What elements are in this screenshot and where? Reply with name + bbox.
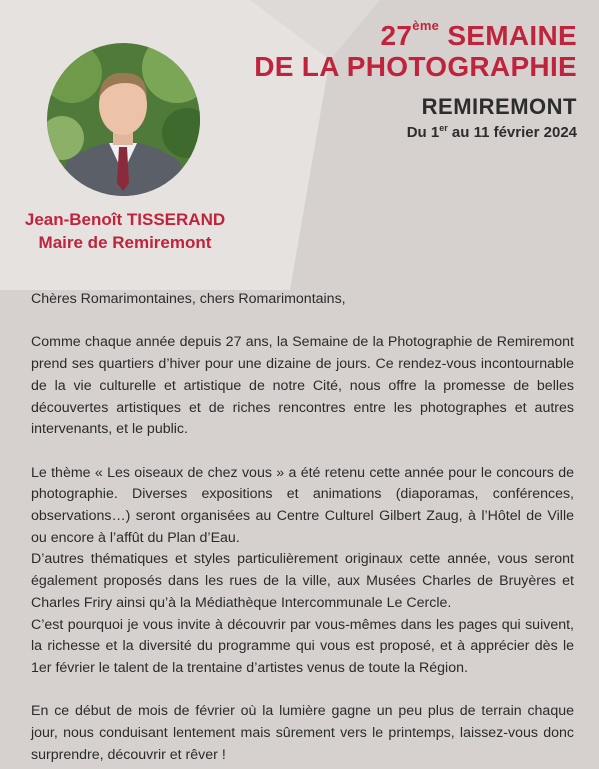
letter-closing: En ce début de mois de février où la lumière gagne un peu plus de terrain chaque jour, nous conduisant lentement mais sûrement vers le printemps, laissez-vous donc surprendre, découvrir et rêver !	[31, 703, 574, 763]
title-line2: DE LA PHOTOGRAPHIE	[254, 51, 577, 82]
letter-paragraph: D’autres thématiques et styles particulièrement originaux cette année, vous seront également proposés dans les rues de la ville, aux Musées Charles de Bruyères et Charles Friry ainsi qu’à la Médiathèque Intercommunale Le Cercle.	[31, 551, 574, 611]
letter-paragraph: C’est pourquoi je vous invite à découvrir par vous-mêmes dans les pages qui suivent, la richesse et la diversité du programme qui vous est proposé, et à apprécier dès le 1er février le talent de la trentaine d’artistes venus de toute la Région.	[31, 616, 574, 676]
letter-paragraph: Le thème « Les oiseaux de chez vous » a été retenu cette année pour le concours de photographie. Diverses expositions et animations (diaporamas, conférences, observations…) seront organisées au Centre Culturel Gilbert Zaug, à l’Hôtel de Ville ou encore à l’affût du Plan d’Eau.	[31, 464, 574, 546]
mayor-signature	[0, 208, 250, 254]
event-header	[254, 10, 577, 141]
mayor-name: Jean-Benoît TISSERAND	[24, 210, 226, 229]
edition-number: 27	[380, 20, 413, 51]
event-title	[254, 10, 577, 82]
mayor-role: Maire de Remiremont	[38, 233, 212, 252]
mayor-portrait	[47, 43, 200, 196]
letter-paragraph: Comme chaque année depuis 27 ans, la Semaine de la Photographie de Remiremont prend ses quartiers d’hiver pour une dizaine de jours. Ce rendez-vous incontournable de la vie culturelle et artistique de notre Cité, nous offre la promesse de belles découvertes artistiques et de riches rencontres entre les photographes et autres intervenants, et le public.	[31, 334, 574, 438]
edition-ordinal: ème	[412, 18, 440, 33]
letter-body	[31, 289, 574, 766]
letter-salutation: Chères Romarimontaines, chers Romarimontains,	[31, 291, 346, 307]
city-name: REMIREMONT	[421, 94, 577, 119]
event-dates: Du 1er au 11 février 2024	[406, 123, 577, 141]
title-line1: SEMAINE	[447, 20, 577, 51]
